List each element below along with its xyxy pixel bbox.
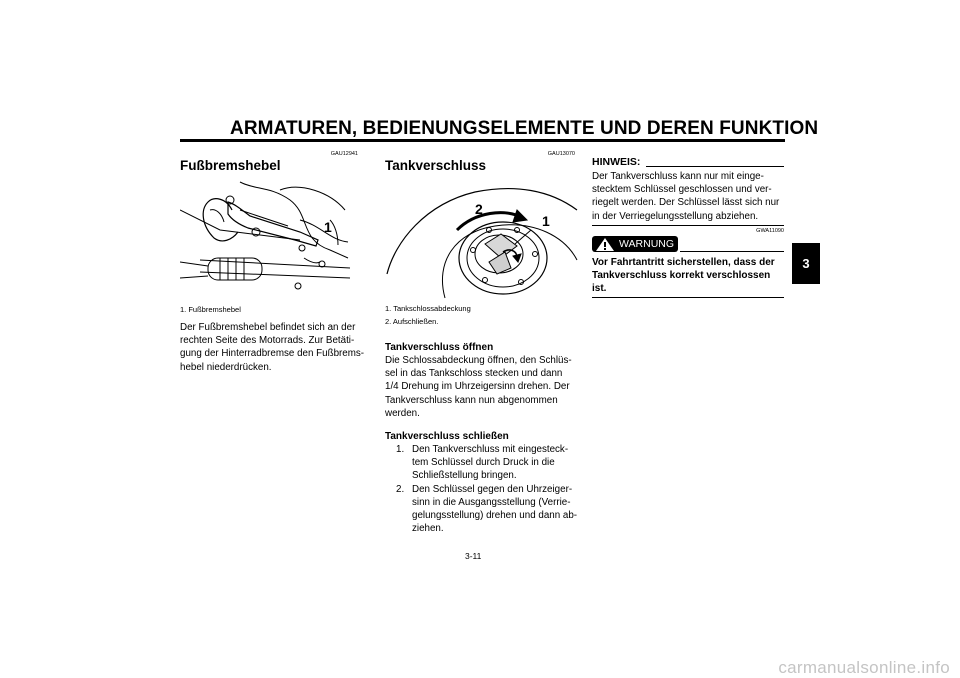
caption-line: 1. Tankschlossabdeckung (385, 304, 471, 313)
text-line: gelungsstellung) drehen und dann ab- (412, 510, 578, 522)
section-heading: Tankverschluss (385, 158, 487, 173)
figure-caption: 1. Fußbremshebel (180, 305, 241, 314)
text-line: sel in das Tankschloss stecken und dann (385, 368, 563, 380)
text-line: gung der Hinterradbremse den Fußbrems- (180, 348, 365, 360)
warning-rule-top (680, 251, 784, 252)
brake-pedal-figure (180, 180, 355, 298)
section-code: GAU13070 (547, 151, 575, 157)
text-line: Tankverschluss korrekt verschlossen (592, 270, 771, 282)
page-title: ARMATUREN, BEDIENUNGSELEMENTE UND DEREN FUNKTION (230, 118, 819, 139)
chapter-tab: 3 (792, 243, 820, 284)
text-line: werden. (385, 407, 420, 419)
text-line: tem Schlüssel durch Druck in die (412, 457, 555, 469)
section-code: GAU12941 (330, 151, 358, 157)
callout-1: 1 (542, 213, 550, 229)
text-line: Den Schlüssel gegen den Uhrzeiger- (412, 483, 573, 495)
text-line: sinn in die Ausgangsstellung (Verrie- (412, 496, 571, 508)
text-line: ziehen. (412, 523, 444, 535)
text-line: Der Fußbremshebel befindet sich an der (180, 322, 356, 333)
text-line: Tankverschluss kann nun abgenommen (385, 394, 558, 406)
text-line: Den Tankverschluss mit eingesteck- (412, 444, 569, 455)
body-text (180, 321, 364, 374)
callout-2: 2 (475, 201, 483, 217)
body-text-open (385, 354, 572, 420)
text-line: hebel niederdrücken. (180, 361, 272, 373)
text-line: 1/4 Drehung im Uhrzeigersinn drehen. Der (385, 381, 570, 393)
watermark: carmanualsonline.info (778, 658, 950, 677)
title-rule (180, 139, 785, 142)
text-line: Die Schlossabdeckung öffnen, den Schlüs- (385, 355, 572, 366)
subheading-open: Tankverschluss öffnen (385, 342, 494, 353)
fuel-cap-figure (385, 182, 580, 299)
step-number: 1. (396, 444, 405, 455)
note-label: HINWEIS: (592, 156, 641, 168)
caption-line: 2. Aufschließen. (385, 317, 439, 326)
step-item (396, 443, 577, 483)
note-rule-bottom (592, 225, 784, 226)
section-heading: Fußbremshebel (180, 158, 281, 173)
figure-captions (385, 302, 471, 328)
warning-badge (592, 236, 678, 252)
warning-code: GWA11090 (756, 228, 784, 234)
step-number: 2. (396, 483, 405, 495)
text-line: Der Tankverschluss kann nur mit einge- (592, 171, 764, 182)
subheading-close: Tankverschluss schließen (385, 431, 509, 442)
callout-1: 1 (324, 219, 332, 235)
step-item (396, 483, 577, 536)
text-line: Schließstellung bringen. (412, 470, 517, 482)
warning-rule-bottom (592, 297, 784, 298)
warning-text (592, 256, 775, 296)
text-line: in der Verriegelungsstellung abziehen. (592, 210, 759, 222)
note-rule-top (646, 166, 784, 167)
warning-triangle-icon (595, 237, 615, 252)
text-line: rechten Seite des Motorrads. Zur Betäti- (180, 335, 355, 347)
text-line: ist. (592, 283, 607, 295)
page-number: 3-11 (465, 551, 482, 561)
step-list (396, 443, 577, 535)
warning-label: WARNUNG (619, 238, 675, 250)
note-text (592, 170, 779, 223)
text-line: stecktem Schlüssel geschlossen und ver- (592, 184, 772, 196)
text-line: riegelt werden. Der Schlüssel lässt sich nur (592, 197, 780, 209)
text-line: Vor Fahrtantritt sicherstellen, dass der (592, 257, 775, 268)
